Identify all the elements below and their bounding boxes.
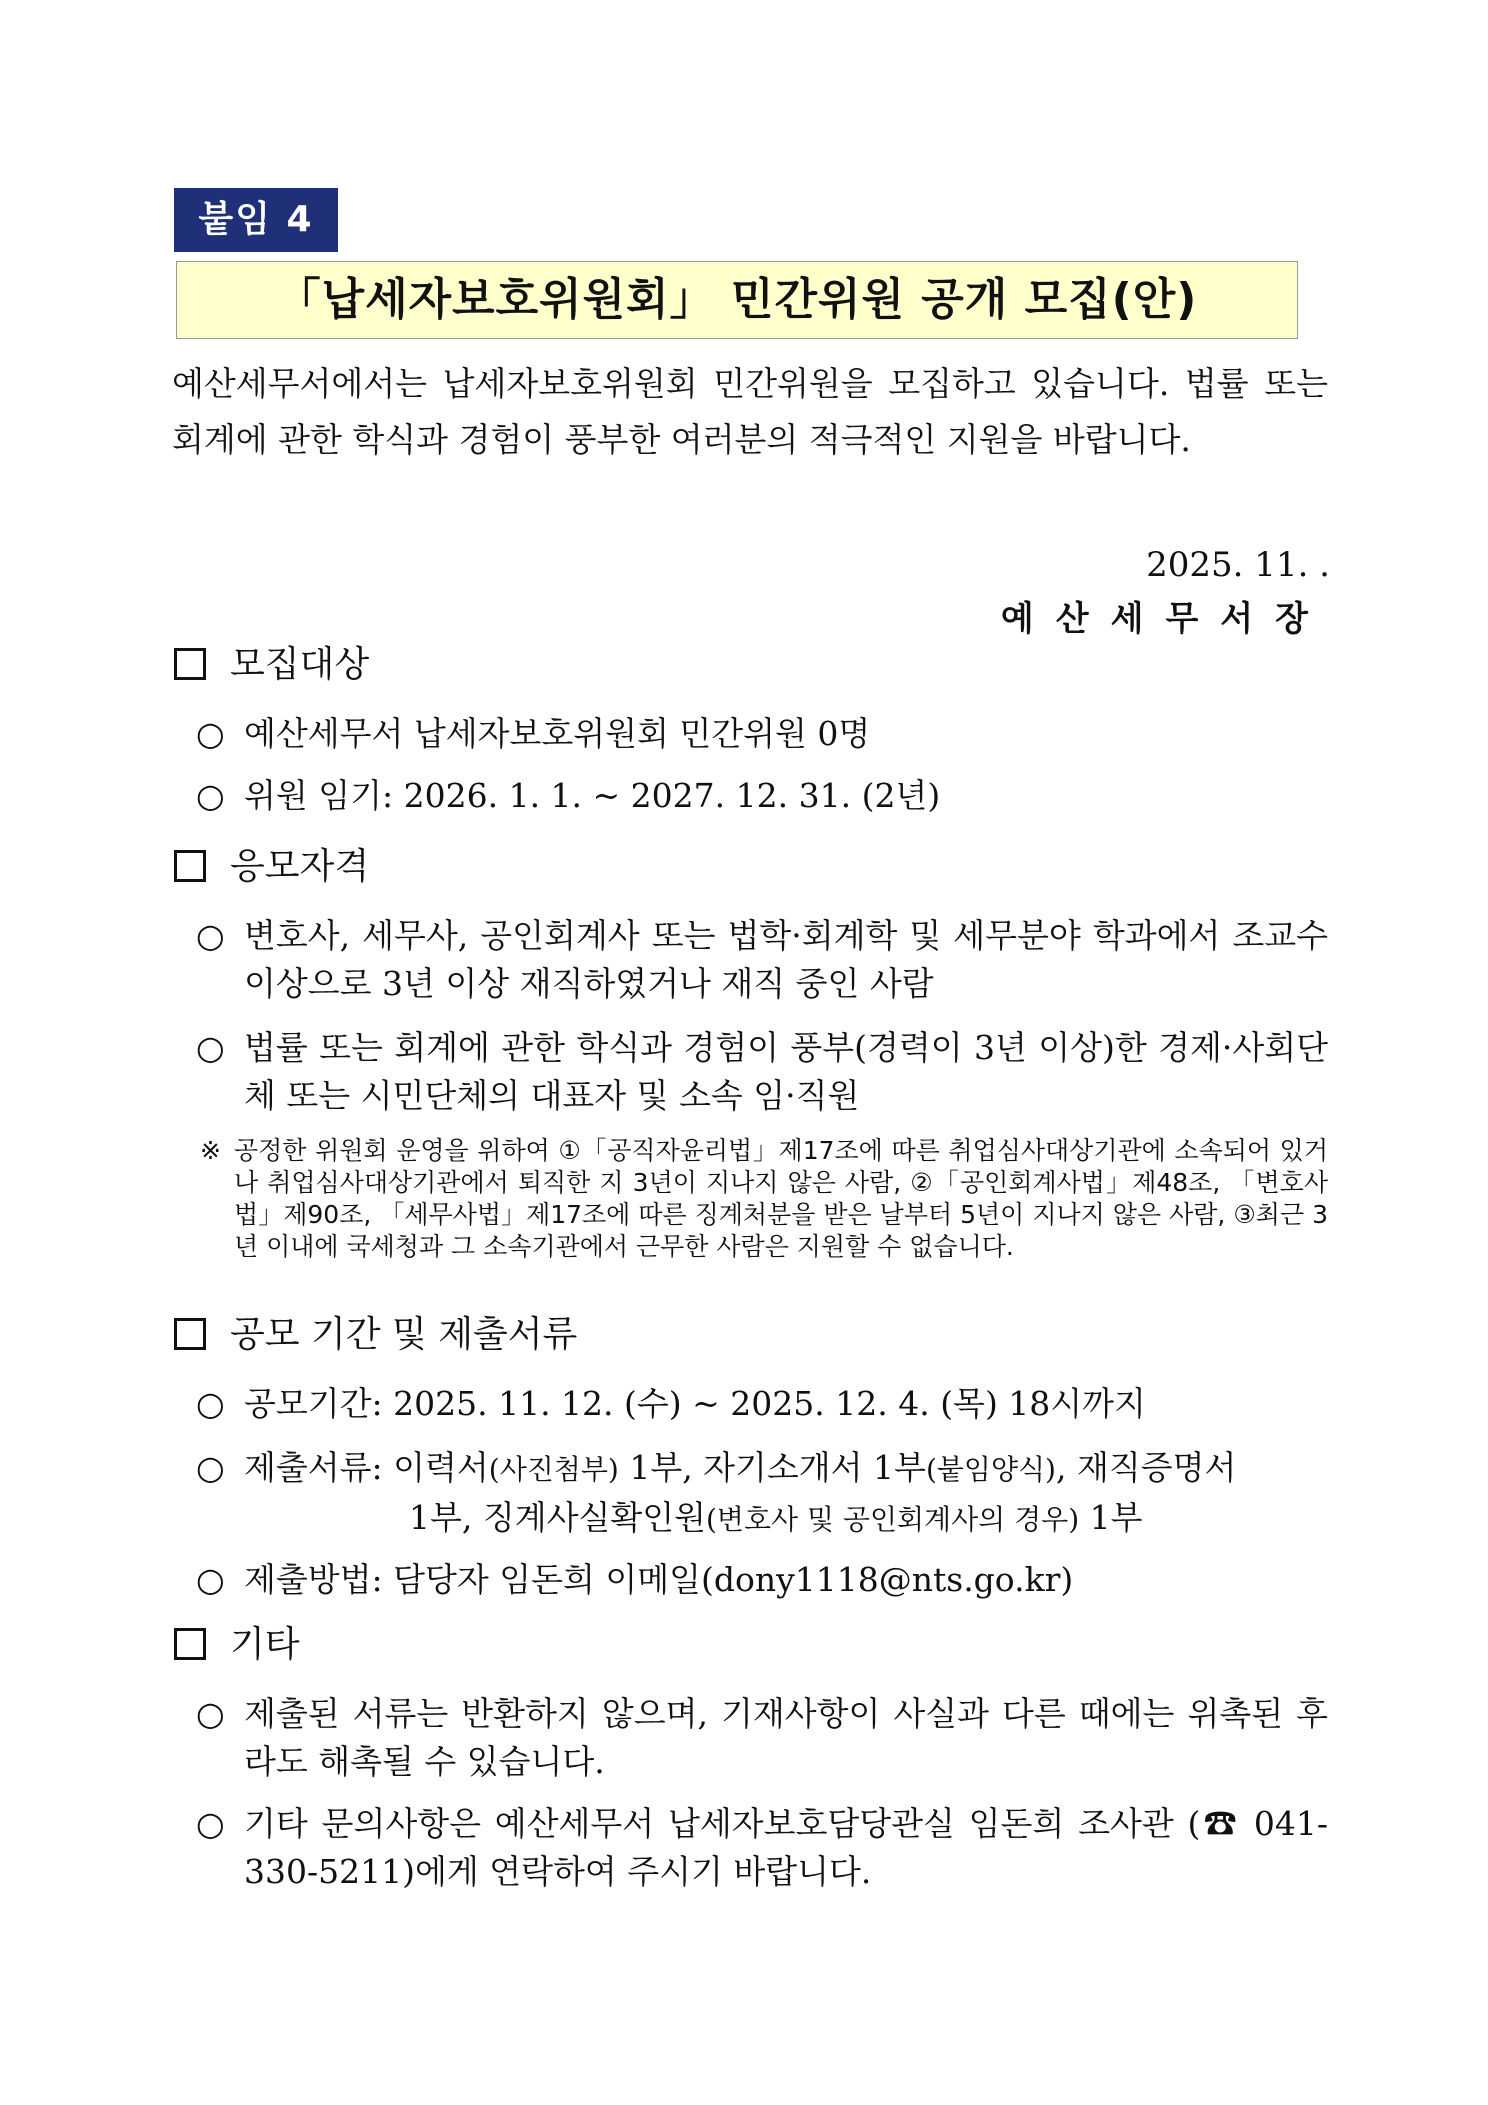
document-date: 2025. 11. .: [1146, 545, 1330, 585]
attachment-tag: 붙임 4: [174, 188, 338, 252]
list-item: ○ 제출방법: 담당자 임돈희 이메일(dony1118@nts.go.kr): [196, 1556, 1328, 1604]
eligibility-note: ※ 공정한 위원회 운영을 위하여 ①「공직자윤리법」제17조에 따른 취업심사대상기관에 소속되어 있거나 취업심사대상기관에서 퇴직한 지 3년이 지나지 않은 사람, ②「공인회계사법」제48조, 「변호사법」제90조, 「세무사법」제17조에 따른 징계처분을 받은 날부터 5년이 지나지 않은 사람, ③최근 3년 이내에 국세청과 그 소속기관에서 근무한 사람은 지원할 수 없습니다.: [200, 1136, 1328, 1261]
circle-bullet-icon: ○: [196, 1560, 225, 1599]
section-heading-qualification: 응모자격: [174, 842, 369, 892]
list-item-documents: ○ 제출서류: 이력서(사진첨부) 1부, 자기소개서 1부(붙임양식), 재직증명서 1부, 징계사실확인원(변호사 및 공인회계사의 경우) 1부: [196, 1444, 1328, 1544]
circle-bullet-icon: ○: [196, 1384, 225, 1423]
section-heading-recruit-target: 모집대상: [174, 640, 369, 690]
checkbox-square-icon: [174, 850, 206, 882]
list-item: ○ 변호사, 세무사, 공인회계사 또는 법학·회계학 및 세무분야 학과에서 조교수 이상으로 3년 이상 재직하였거나 재직 중인 사람: [196, 912, 1328, 1008]
circle-bullet-icon: ○: [196, 714, 225, 753]
circle-bullet-icon: ○: [196, 1028, 225, 1067]
list-item: ○ 예산세무서 납세자보호위원회 민간위원 0명: [196, 710, 1328, 758]
checkbox-square-icon: [174, 1318, 206, 1350]
list-item: ○ 공모기간: 2025. 11. 12. (수) ~ 2025. 12. 4. (목) 18시까지: [196, 1380, 1328, 1428]
issuer-name: 예산세무서장: [1000, 599, 1330, 639]
intro-paragraph: 예산세무서에서는 납세자보호위원회 민간위원을 모집하고 있습니다. 법률 또는 회계에 관한 학식과 경험이 풍부한 여러분의 적극적인 지원을 바랍니다.: [172, 364, 1328, 459]
circle-bullet-icon: ○: [196, 1804, 225, 1843]
list-item: ○ 위원 임기: 2026. 1. 1. ~ 2027. 12. 31. (2년): [196, 772, 1328, 820]
section-heading-period-documents: 공모 기간 및 제출서류: [174, 1310, 577, 1360]
list-item: ○ 법률 또는 회계에 관한 학식과 경험이 풍부(경력이 3년 이상)한 경제·사회단체 또는 시민단체의 대표자 및 소속 임·직원: [196, 1024, 1328, 1120]
circle-bullet-icon: ○: [196, 916, 225, 955]
section-heading-other: 기타: [174, 1620, 300, 1670]
reference-mark-icon: ※: [200, 1136, 221, 1165]
circle-bullet-icon: ○: [196, 776, 225, 815]
list-item: ○ 기타 문의사항은 예산세무서 납세자보호담당관실 임돈희 조사관 (☎ 041-330-5211)에게 연락하여 주시기 바랍니다.: [196, 1800, 1328, 1896]
document-title: 「납세자보호위원회」 민간위원 공개 모집(안): [176, 261, 1298, 339]
checkbox-square-icon: [174, 1628, 206, 1660]
list-item: ○ 제출된 서류는 반환하지 않으며, 기재사항이 사실과 다른 때에는 위촉된 후라도 해촉될 수 있습니다.: [196, 1690, 1328, 1786]
circle-bullet-icon: ○: [196, 1694, 225, 1733]
checkbox-square-icon: [174, 648, 206, 680]
circle-bullet-icon: ○: [196, 1448, 225, 1487]
